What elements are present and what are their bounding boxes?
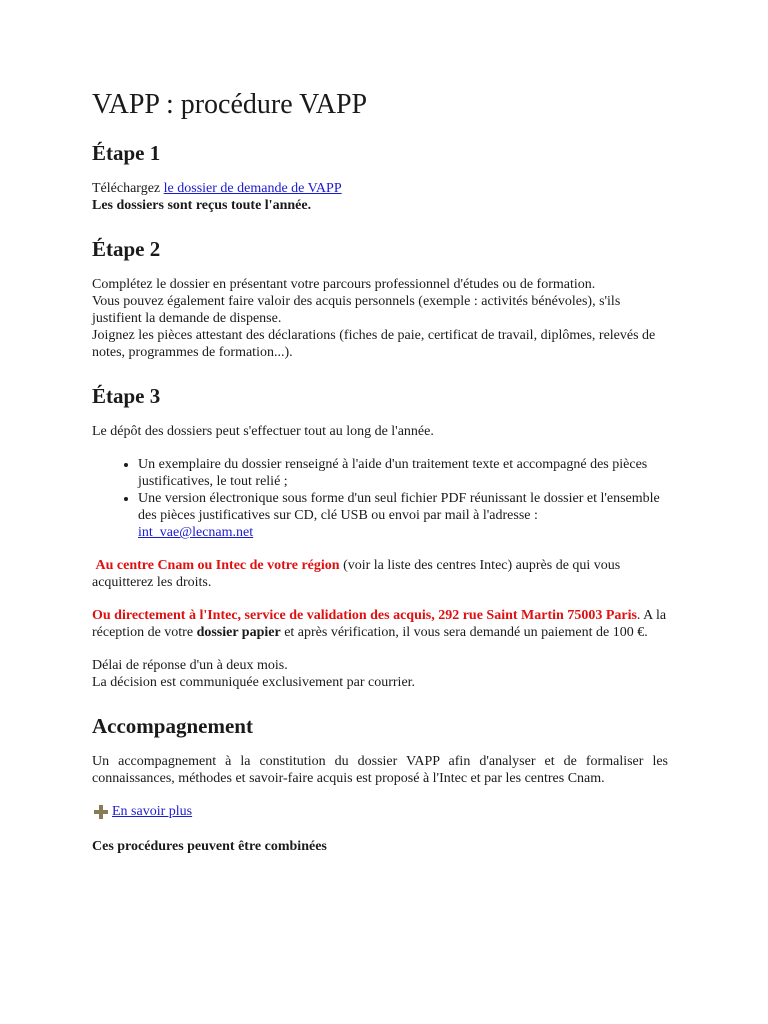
dossier-papier-text: dossier papier bbox=[196, 625, 281, 640]
bullet-text-paper: Un exemplaire du dossier renseigné à l'aide d'un traitement texte et accompagné des pièces justificatives, le tout relié ; bbox=[138, 457, 648, 489]
list-item bbox=[138, 456, 668, 490]
download-dossier-link[interactable]: le dossier de demande de VAPP bbox=[163, 181, 342, 196]
download-prefix: Téléchargez bbox=[92, 181, 164, 196]
etape-1-body bbox=[92, 180, 668, 214]
etape-2-line-1: Complétez le dossier en présentant votre parcours professionnel d'études ou de formation. bbox=[92, 277, 596, 292]
intec-end: et après vérification, il vous sera demandé un paiement de 100 €. bbox=[280, 625, 648, 640]
intec-mid: . A la réception de votre bbox=[92, 608, 667, 640]
en-savoir-plus-link[interactable]: En savoir plus bbox=[112, 804, 193, 819]
accompagnement-text: Un accompagnement à la constitution du dossier VAPP afin d'analyser et de formaliser les connaissances, méthodes et savoir-faire acquis est proposé à l'Intec et par les centres Cnam. bbox=[92, 754, 668, 786]
etape-3-intro: Le dépôt des dossiers peut s'effectuer tout au long de l'année. bbox=[92, 424, 434, 439]
delai-paragraph bbox=[92, 657, 668, 691]
heading-accompagnement: Accompagnement bbox=[92, 714, 253, 738]
centre-paragraph bbox=[92, 557, 668, 591]
centre-emphasis-text: Au centre Cnam ou Intec de votre région bbox=[95, 558, 340, 573]
delai-text: Délai de réponse d'un à deux mois. bbox=[92, 658, 288, 673]
page-title: VAPP : procédure VAPP bbox=[92, 89, 368, 120]
footer-note: Ces procédures peuvent être combinées bbox=[92, 839, 327, 854]
intec-paragraph bbox=[92, 607, 668, 641]
decision-text: La décision est communiquée exclusivement par courrier. bbox=[92, 675, 416, 690]
en-savoir-plus-row[interactable] bbox=[94, 803, 668, 820]
submission-list bbox=[92, 456, 668, 541]
centre-emphasis bbox=[92, 558, 340, 573]
plus-icon bbox=[94, 805, 108, 819]
etape-2-body bbox=[92, 276, 668, 361]
etape-2-line-3: Joignez les pièces attestant des déclarations (fiches de paie, certificat de travail, diplômes, relevés de notes, programmes de formation...). bbox=[92, 328, 656, 360]
centre-rest: (voir la liste des centres Intec) auprès de qui vous acquitterez les droits. bbox=[92, 558, 621, 590]
email-link[interactable]: int_vae@lecnam.net bbox=[138, 525, 254, 540]
dossiers-note: Les dossiers sont reçus toute l'année. bbox=[92, 198, 312, 213]
heading-etape-2: Étape 2 bbox=[92, 237, 161, 261]
bullet-text-electronic: Une version électronique sous forme d'un seul fichier PDF réunissant le dossier et l'ensemble des pièces justificatives sur CD, clé USB ou envoi par mail à l'adresse : bbox=[138, 491, 660, 523]
intec-emphasis: Ou directement à l'Intec, service de validation des acquis, 292 rue Saint Martin 75003 Paris bbox=[92, 608, 637, 623]
heading-etape-1: Étape 1 bbox=[92, 141, 161, 165]
heading-etape-3: Étape 3 bbox=[92, 384, 161, 408]
etape-2-line-2: Vous pouvez également faire valoir des acquis personnels (exemple : activités bénévoles), s'ils justifient la demande de dispense. bbox=[92, 294, 621, 326]
list-item bbox=[138, 490, 668, 541]
